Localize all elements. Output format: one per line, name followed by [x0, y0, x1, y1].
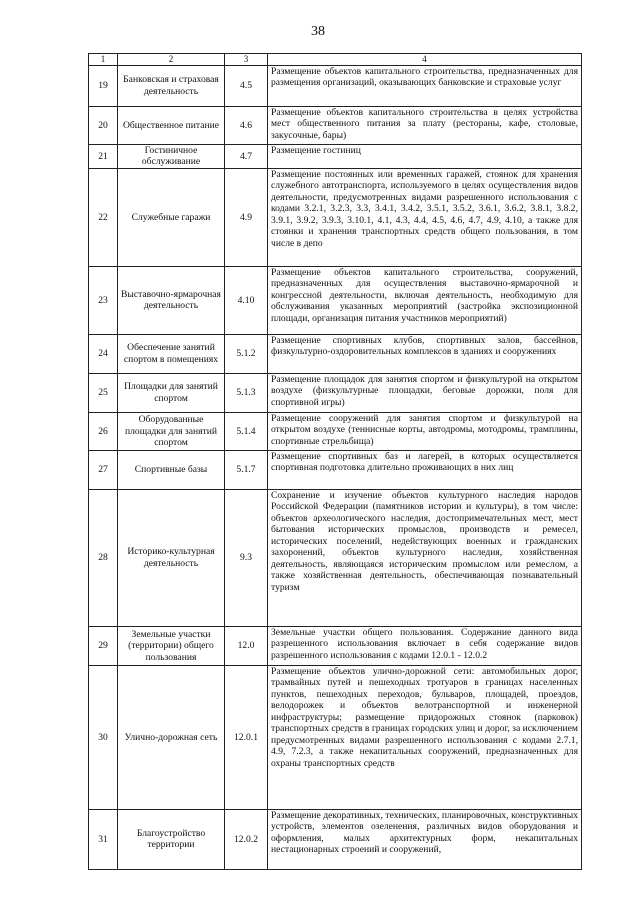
land-use-name: Гостиничное обслуживание [118, 144, 225, 168]
row-number: 24 [89, 334, 118, 373]
land-use-name: Спортивные базы [118, 450, 225, 489]
row-number: 31 [89, 809, 118, 869]
land-use-name: Общественное питание [118, 106, 225, 144]
land-use-code: 12.0.2 [225, 809, 268, 869]
row-number: 27 [89, 450, 118, 489]
land-use-description: Размещение декоративных, технических, планировочных, конструктивных устройств, элементов озеленения, различных видов оборудования и оформления, малых архитектурных форм, некапитальных нестационарных строений и сооружений, [268, 809, 582, 869]
land-use-code: 9.3 [225, 489, 268, 626]
header-cell-2: 2 [118, 54, 225, 66]
land-use-code: 5.1.4 [225, 412, 268, 450]
land-use-description: Размещение объектов улично-дорожной сети: автомобильных дорог, трамвайных путей и пешеходных тротуаров в границах населенных пунктов, пешеходных переходов, бульваров, площадей, проездов, велодорожек и объектов велотранспортной и инженерной инфраструктуры; размещение придорожных стоянок (парковок) транспортных средств в границах городских улиц и дорог, за исключением предусмотренных видами разрешенного использования с кодами 2.7.1, 4.9, 7.2.3, а также некапитальных сооружений, предназначенных для охраны транспортных средств [268, 665, 582, 809]
land-use-description: Сохранение и изучение объектов культурного наследия народов Российской Федерации (памятников истории и культуры), в том числе: объектов археологического наследия, достопримечательных мест, мест бытования исторических промыслов, производств и ремесел, исторических поселений, недействующих военных и гражданских захоронений, объектов культурного наследия, хозяйственная деятельность, являющаяся историческим промыслом или ремеслом, а также хозяйственная деятельность, обеспечивающая познавательный туризм [268, 489, 582, 626]
table-row [89, 266, 582, 334]
table-row [89, 412, 582, 450]
land-use-code: 12.0.1 [225, 665, 268, 809]
land-use-name: Улично-дорожная сеть [118, 665, 225, 809]
row-number: 29 [89, 626, 118, 665]
land-use-description: Размещение объектов капитального строительства, сооружений, предназначенных для осуществления выставочно-ярмарочной и конгрессной деятельности, включая деятельность, необходимую для обслуживания указанных мероприятий (застройка экспозиционной площади, организация питания участников мероприятий) [268, 266, 582, 334]
land-use-description: Размещение гостиниц [268, 144, 582, 168]
header-cell-4: 4 [268, 54, 582, 66]
land-use-name: Площадки для занятий спортом [118, 373, 225, 412]
land-use-code: 5.1.7 [225, 450, 268, 489]
land-use-description: Размещение постоянных или временных гаражей, стоянок для хранения служебного автотранспорта, используемого в целях осуществления видов деятельности, предусмотренных видами разрешенного использования с кодами 3.2.1, 3.2.3, 3.3, 3.4.1, 3.4.2, 3.5.1, 3.5.2, 3.6.1, 3.6.2, 3.8.1, 3.8.2, 3.9.1, 3.9.2, 3.9.3, 3.10.1, 4.1, 4.3, 4.4, 4.5, 4.6, 4.7, 4.9, 4.10, а также для стоянки и хранения транспортных средств общего пользования, в том числе в депо [268, 168, 582, 266]
land-use-name: Служебные гаражи [118, 168, 225, 266]
table-header-row [89, 54, 582, 66]
table-row [89, 809, 582, 869]
land-use-code: 4.7 [225, 144, 268, 168]
land-use-description: Размещение сооружений для занятия спортом и физкультурой на открытом воздухе (теннисные корты, автодромы, мотодромы, трамплины, спортивные стрельбища) [268, 412, 582, 450]
land-use-code: 12.0 [225, 626, 268, 665]
page-number: 38 [311, 24, 325, 39]
land-use-description: Размещение спортивных баз и лагерей, в которых осуществляется спортивная подготовка длительно проживающих в них лиц [268, 450, 582, 489]
land-use-name: Обеспечение занятий спортом в помещениях [118, 334, 225, 373]
table-row [89, 65, 582, 106]
land-use-code: 4.9 [225, 168, 268, 266]
header-cell-1: 1 [89, 54, 118, 66]
land-use-code: 4.6 [225, 106, 268, 144]
row-number: 22 [89, 168, 118, 266]
row-number: 23 [89, 266, 118, 334]
table-row [89, 626, 582, 665]
land-use-name: Историко-культурная деятельность [118, 489, 225, 626]
land-use-name: Земельные участки (территории) общего пользования [118, 626, 225, 665]
table-row [89, 168, 582, 266]
row-number: 25 [89, 373, 118, 412]
table-row [89, 450, 582, 489]
table-row [89, 373, 582, 412]
row-number: 30 [89, 665, 118, 809]
land-use-description: Размещение объектов капитального строительства в целях устройства мест общественного питания за плату (рестораны, кафе, столовые, закусочные, бары) [268, 106, 582, 144]
land-use-code: 4.10 [225, 266, 268, 334]
table-row [89, 144, 582, 168]
row-number: 20 [89, 106, 118, 144]
row-number: 21 [89, 144, 118, 168]
land-use-description: Размещение объектов капитального строительства, предназначенных для размещения организаций, оказывающих банковские и страховые услуг [268, 65, 582, 106]
land-use-name: Оборудованные площадки для занятий спортом [118, 412, 225, 450]
land-use-name: Банковская и страховая деятельность [118, 65, 225, 106]
table-row [89, 106, 582, 144]
land-use-name: Выставочно-ярмарочная деятельность [118, 266, 225, 334]
table-row [89, 334, 582, 373]
land-use-table [88, 53, 582, 870]
table-row [89, 489, 582, 626]
land-use-description: Земельные участки общего пользования. Содержание данного вида разрешенного использования включает в себя содержание видов разрешенного использования с кодами 12.0.1 - 12.0.2 [268, 626, 582, 665]
header-cell-3: 3 [225, 54, 268, 66]
land-use-code: 5.1.2 [225, 334, 268, 373]
land-use-name: Благоустройство территории [118, 809, 225, 869]
land-use-code: 4.5 [225, 65, 268, 106]
row-number: 28 [89, 489, 118, 626]
row-number: 26 [89, 412, 118, 450]
table-row [89, 665, 582, 809]
land-use-code: 5.1.3 [225, 373, 268, 412]
row-number: 19 [89, 65, 118, 106]
land-use-description: Размещение площадок для занятия спортом и физкультурой на открытом воздухе (физкультурные площадки, беговые дорожки, поля для спортивной игры) [268, 373, 582, 412]
land-use-description: Размещение спортивных клубов, спортивных залов, бассейнов, физкультурно-оздоровительных комплексов в зданиях и сооружениях [268, 334, 582, 373]
